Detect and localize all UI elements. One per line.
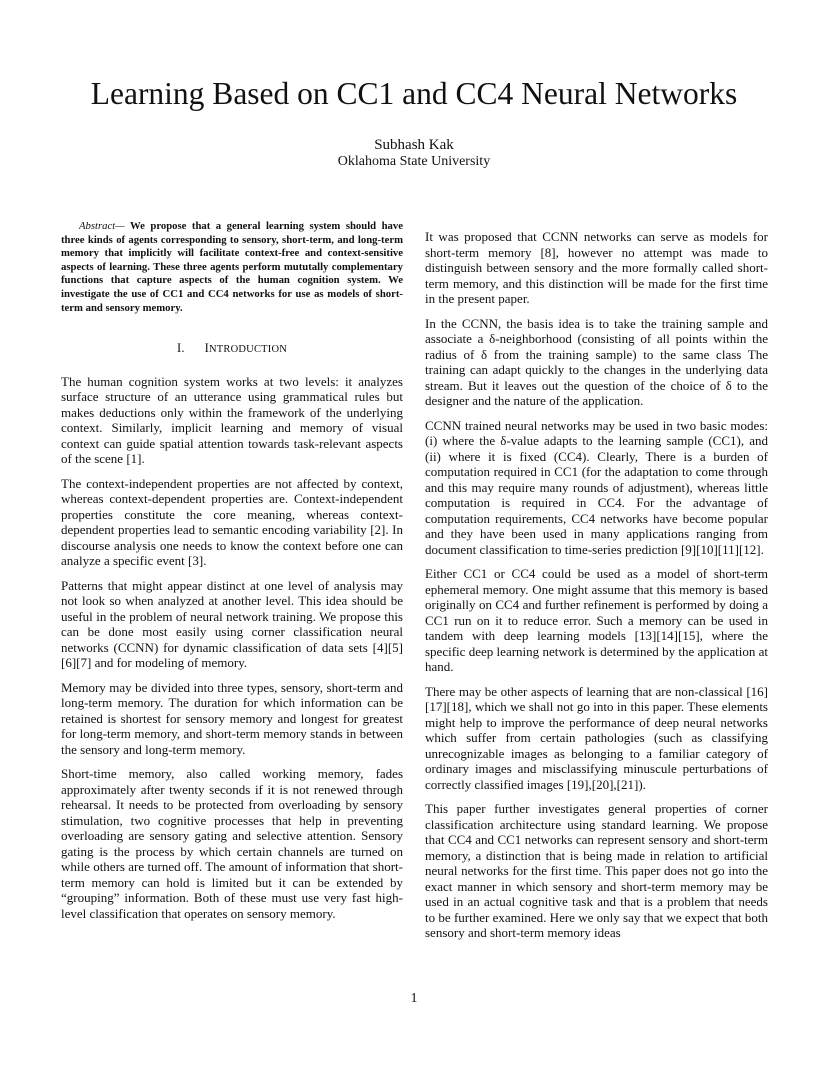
abstract-label: Abstract— bbox=[79, 220, 125, 232]
body-paragraph: Either CC1 or CC4 could be used as a model of short-term ephemeral memory. One might assume that this memory is based originally on CC4 and further refinement is performed by doing a CC1 run on it to reduce error. Such a memory can be used in tandem with deep learning models [13][14][15], where the specific deep learning network is determined by the application at hand. bbox=[425, 566, 768, 674]
left-column bbox=[61, 220, 403, 930]
body-paragraph: In the CCNN, the basis idea is to take the training sample and associate a δ-neighborhood (consisting of all points within the radius of δ from the training sample) to the same class The training can adapt quickly to the changes in the underlying data stream. But it leaves out the question of the choice of δ to the designer and the nature of the application. bbox=[425, 315, 768, 408]
section-title-rest: NTRODUCTION bbox=[209, 344, 288, 356]
body-paragraph: Short-time memory, also called working memory, fades approximately after twenty seconds if it is not renewed through rehearsal. It needs to be protected from overloading by sensory stimulation, two cognitive processes that help in preventing overloading are sensory gating and selective attention. Sensory gating is the process by which certain channels are turned on while others are turned off. The amount of information that short-term memory can hold is limited but it can be extended by “grouping” information. Both of these must use very fast high-level classification that operates on sensory memory. bbox=[61, 766, 403, 921]
body-paragraph: Patterns that might appear distinct at one level of analysis may not look so when analyzed at another level. This idea should be useful in the problem of neural network training. We propose this can be done most easily using corner classification neural networks (CCNN) for dynamic classification of data sets [4][5][6][7] and for modeling of memory. bbox=[61, 577, 403, 671]
paper-title: Learning Based on CC1 and CC4 Neural Networks bbox=[90, 76, 738, 111]
body-paragraph: Memory may be divided into three types, sensory, short-term and long-term memory. The duration for which information can be retained is shortest for sensory memory and longest for greatest for long-term memory, and short-term memory stands in between the sensory and long-term memory. bbox=[61, 679, 403, 757]
body-paragraph: The human cognition system works at two levels: it analyzes surface structure of an utterance using grammatical rules but makes deductions only within the framework of the underlying context. Similarly, implicit learning and memory of visual context can guide spatial attention towards task-relevant aspects of the scene [1]. bbox=[61, 373, 403, 467]
body-paragraph: There may be other aspects of learning that are non-classical [16][17][18], which we shall not go into in this paper. These elements might help to improve the performance of deep neural networks which suffer from certain pathologies (such as classifying unrecognizable images as belonging to a familiar category of ordinary images and misclassifying minuscule perturbations of correctly classified images [19],[20],[21]). bbox=[425, 683, 768, 792]
author-affiliation: Oklahoma State University bbox=[337, 154, 491, 169]
section-title-first-letter: I bbox=[204, 341, 209, 356]
body-paragraph: CCNN trained neural networks may be used in two basic modes: (i) where the δ-value adapts to the learning sample (CC1), and (ii) where it is fixed (CC4). Clearly, There is a burden of computation required in CC1 (for the adaptation to come through and this may require many rounds of adjustment), whereas little computation is required in CC4. For the advantage of computation requirements, CC4 networks have become popular and they have been used in many applications ranging from document classification to time-series prediction [9][10][11][12]. bbox=[425, 417, 768, 557]
section-number: I. bbox=[176, 341, 185, 356]
abstract-text: We propose that a general learning system should have three kinds of agents corresponding to sensory, short-term, and long-term memory that implicitly will facilitate context-free and context-sensitive aspects of learning. These three agents perform mututally complementary functions that capture aspects of the human cognition system. We investigate the use of CC1 and CC4 networks for use as models of short-term and sensory memory. bbox=[61, 220, 403, 314]
body-paragraph: This paper further investigates general properties of corner classification architecture using standard learning. We propose that CC4 and CC1 networks can represent sensory and short-term memory, a distinction that is being made in relation to artificial neural networks for the first time. This paper does not go into the exact manner in which sensory and short-term memory may be used in an actual cognitive task and that is a problem that needs to be further examined. Here we only say that we expect that both sensory and short-term memory ideas bbox=[425, 801, 768, 940]
body-paragraph: It was proposed that CCNN networks can serve as models for short-term memory [8], however no attempt was made to distinguish between sensory and the more formally called short-term memory, and this distinction will be made for the first time in the present paper. bbox=[425, 229, 768, 306]
page-number: 1 bbox=[410, 991, 418, 1006]
body-paragraph: The context-independent properties are not affected by context, whereas context-dependent properties are. Context-independent properties constitute the core meaning, whereas context-dependent properties lead to semantic encoding variability [2]. In discourse analysis one needs to know the context before one can analyze a specific event [3]. bbox=[61, 475, 403, 569]
abstract bbox=[61, 220, 403, 315]
right-column bbox=[425, 229, 768, 950]
author-name: Subhash Kak bbox=[374, 137, 454, 153]
section-heading bbox=[61, 341, 403, 358]
